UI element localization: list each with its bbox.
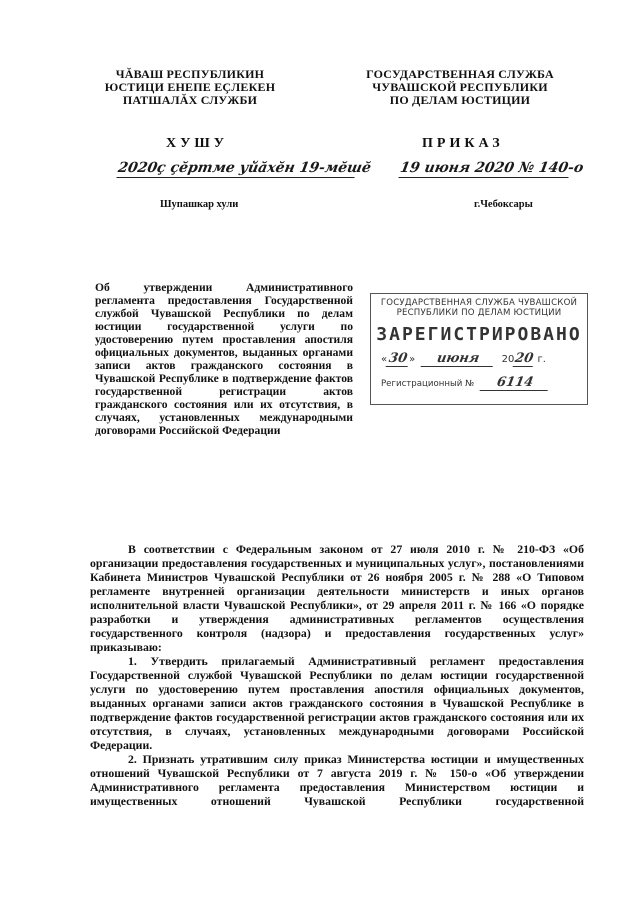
stamp-org-line: РЕСПУБЛИКИ ПО ДЕЛАМ ЮСТИЦИИ bbox=[396, 308, 562, 318]
right-org-line: ЧУВАШСКОЙ РЕСПУБЛИКИ bbox=[372, 80, 548, 94]
right-doc-title: ПРИКАЗ bbox=[422, 136, 504, 151]
stamp-year-suffix: 20 bbox=[514, 351, 535, 366]
stamp-date-line bbox=[371, 351, 587, 367]
body-paragraph: 1. Утвердить прилагаемый Административный регламент предоставления Государственной службой Чувашской Республики по делам юстиции государственной услуги по удостоверению путем проставления апостиля официальных документов, выданных органами записи актов гражданского состояния в Чувашской Республике в подтверждение фактов государственной регистрации актов гражданского состояния или их отсутствия, в случаях, установленных международными договорами Российской Федерации. bbox=[90, 654, 584, 752]
stamp-quote-open: « bbox=[381, 354, 388, 365]
left-handwritten-date: 2020ç çĕртме уйăхĕн 19-мĕшĕ bbox=[116, 160, 373, 176]
left-org-name bbox=[80, 68, 300, 107]
left-org-line: ЧĂВАШ РЕСПУБЛИКИН bbox=[115, 67, 265, 81]
right-handwritten-date: 19 июня 2020 № 140-о bbox=[398, 160, 585, 176]
right-place: г.Чебоксары bbox=[474, 199, 533, 210]
order-subject: Об утверждении Административного регламента предоставления Государственной службой Чувашской Республики по делам юстиции государственной услуги по удостоверению путем проставления апостиля официальных документов, выданных органами записи актов гражданского состояния в Чувашской Республике в подтверждение фактов государственной регистрации актов гражданского состояния или их отсутствия, в случаях, установленных международными договорами Российской Федерации bbox=[95, 281, 353, 437]
left-place: Шупашкар хули bbox=[160, 199, 239, 210]
stamp-day: 30 bbox=[386, 351, 411, 367]
right-date-field bbox=[398, 160, 585, 182]
right-org-line: ПО ДЕЛАМ ЮСТИЦИИ bbox=[389, 93, 531, 107]
stamp-number-line bbox=[371, 375, 587, 391]
body-paragraph: 2. Признать утратившим силу приказ Министерства юстиции и имущественных отношений Чувашской Республики от 7 августа 2019 г. № 150-о «Об утверждении Административного регламента предоставления Министерством юстиции и имущественных отношений Чувашской Республики государственной bbox=[90, 752, 584, 808]
registration-stamp bbox=[370, 293, 588, 405]
body-paragraph: В соответствии с Федеральным законом от 27 июля 2010 г. № 210-ФЗ «Об организации предоставления государственных и муниципальных услуг», постановлениями Кабинета Министров Чувашской Республики от 26 ноября 2005 г. № 288 «О Типовом регламенте внутренней организации деятельности министерств и иных органов исполнительной власти Чувашской Республики», от 29 апреля 2011 г. № 166 «О порядке разработки и утверждения административных регламентов осуществления государственного контроля (надзора) и предоставления государственных услуг» приказываю: bbox=[90, 542, 584, 654]
stamp-year-mark: г. bbox=[537, 354, 546, 365]
stamp-org-line: ГОСУДАРСТВЕННАЯ СЛУЖБА ЧУВАШСКОЙ bbox=[380, 298, 578, 308]
stamp-reg-label: Регистрационный № bbox=[381, 379, 474, 389]
stamp-month: июня bbox=[421, 351, 496, 367]
order-body bbox=[90, 542, 584, 808]
left-date-field bbox=[116, 160, 373, 182]
stamp-quote-close: » bbox=[409, 354, 416, 365]
stamp-reg-number: 6114 bbox=[480, 375, 551, 391]
left-doc-title: ХУШУ bbox=[166, 136, 229, 151]
stamp-registered: ЗАРЕГИСТРИРОВАНО bbox=[376, 324, 582, 345]
left-org-line: ЮСТИЦИ ЕНЕПЕ ЕÇЛЕКЕН bbox=[104, 80, 276, 94]
right-org-name bbox=[350, 68, 570, 107]
right-org-line: ГОСУДАРСТВЕННАЯ СЛУЖБА bbox=[366, 67, 554, 81]
stamp-year-prefix: 20 bbox=[501, 354, 515, 365]
left-org-line: ПАТШАЛĂХ СЛУЖБИ bbox=[122, 93, 258, 107]
